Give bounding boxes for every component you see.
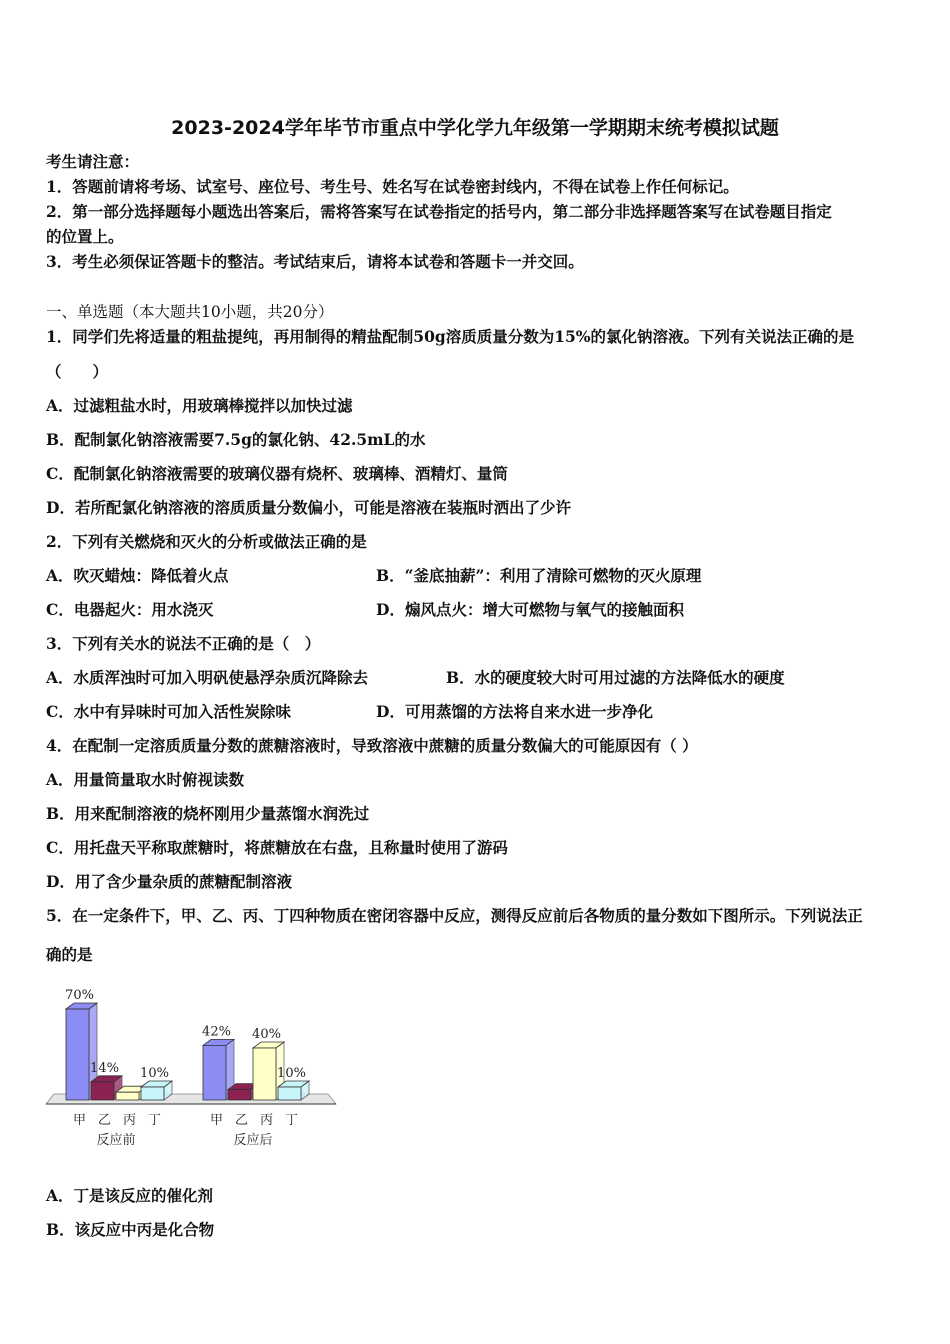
q2-option-b: B．“釜底抽薪”：利用了清除可燃物的灭火原理 xyxy=(376,566,702,585)
bar-label-反应后-甲: 42% xyxy=(202,1024,231,1040)
category-label-反应前-乙: 乙 xyxy=(97,1113,112,1128)
q4-option-a: A．用量筒量取水时俯视读数 xyxy=(46,770,245,789)
bar-反应前-乙 xyxy=(91,1082,114,1100)
q2-option-c: C．电器起火：用水浇灭 xyxy=(46,600,214,619)
group-label-1: 反应后 xyxy=(233,1133,273,1148)
q1-option-c: C．配制氯化钠溶液需要的玻璃仪器有烧杯、玻璃棒、酒精灯、量筒 xyxy=(46,464,508,483)
bar-label-反应前-丁: 10% xyxy=(140,1066,169,1081)
category-label-反应后-丁: 丁 xyxy=(284,1113,299,1128)
category-label-反应前-丙: 丙 xyxy=(122,1113,137,1128)
q4-option-d: D．用了含少量杂质的蔗糖配制溶液 xyxy=(46,872,292,891)
q2-option-a: A．吹灭蜡烛：降低着火点 xyxy=(46,566,229,585)
q3-stem: 3．下列有关水的说法不正确的是（ ） xyxy=(46,634,321,653)
bar-反应前-丁 xyxy=(141,1087,164,1100)
category-label-反应前-丁: 丁 xyxy=(147,1113,162,1128)
notice-item-2-cont: 的位置上。 xyxy=(46,227,124,246)
q1-option-b: B．配制氯化钠溶液需要7.5g的氯化钠、42.5mL的水 xyxy=(46,430,426,449)
bar-反应前-甲 xyxy=(66,1009,89,1100)
bar-label-反应后-丙: 40% xyxy=(252,1027,281,1042)
q3-option-a: A．水质浑浊时可加入明矾使悬浮杂质沉降除去 xyxy=(46,668,369,687)
bar-反应后-丁 xyxy=(278,1087,301,1100)
q4-stem: 4．在配制一定溶质质量分数的蔗糖溶液时，导致溶液中蔗糖的质量分数偏大的可能原因有（ ） xyxy=(46,736,698,755)
q4-option-c: C．用托盘天平称取蔗糖时，将蔗糖放在右盘，且称量时使用了游码 xyxy=(46,838,508,857)
q1-option-d: D．若所配氯化钠溶液的溶质质量分数偏小，可能是溶液在装瓶时洒出了少许 xyxy=(46,498,571,517)
q4-option-b: B．用来配制溶液的烧杯刚用少量蒸馏水润洗过 xyxy=(46,804,370,823)
q1-option-a: A．过滤粗盐水时，用玻璃棒搅拌以加快过滤 xyxy=(46,396,353,415)
category-label-反应后-甲: 甲 xyxy=(209,1113,224,1128)
category-label-反应后-丙: 丙 xyxy=(259,1113,274,1128)
q3-option-c: C．水中有异味时可加入活性炭除味 xyxy=(46,702,291,721)
q1-stem: 1．同学们先将适量的粗盐提纯，再用制得的精盐配制50g溶质质量分数为15%的氯化钠溶液。下列有关说法正确的是 xyxy=(46,327,854,346)
q5-option-b: B．该反应中丙是化合物 xyxy=(46,1220,215,1239)
bar-反应后-丙 xyxy=(253,1048,276,1100)
bar-反应前-丙 xyxy=(116,1092,139,1100)
reaction-bar-chart xyxy=(40,980,340,1150)
bar-反应后-甲 xyxy=(203,1045,226,1100)
category-label-反应前-甲: 甲 xyxy=(72,1113,87,1128)
q5-stem-cont: 确的是 xyxy=(46,945,93,964)
page-title: 2023-2024学年毕节市重点中学化学九年级第一学期期末统考模拟试题 xyxy=(171,117,779,139)
q2-option-d: D．煽风点火：增大可燃物与氧气的接触面积 xyxy=(376,600,684,619)
q1-blank: （ ） xyxy=(46,362,109,381)
notice-header: 考生请注意： xyxy=(46,152,140,171)
bar-label-反应后-丁: 10% xyxy=(277,1066,306,1081)
notice-item-3: 3．考生必须保证答题卡的整洁。考试结束后，请将本试卷和答题卡一并交回。 xyxy=(46,252,584,271)
q2-stem: 2．下列有关燃烧和灭火的分析或做法正确的是 xyxy=(46,532,367,551)
group-label-0: 反应前 xyxy=(96,1133,136,1148)
bar-label-反应前-甲: 70% xyxy=(65,988,94,1003)
q5-stem: 5．在一定条件下，甲、乙、丙、丁四种物质在密闭容器中反应，测得反应前后各物质的量分数如下图所示。下列说法正 xyxy=(46,906,863,925)
notice-item-1: 1．答题前请将考场、试室号、座位号、考生号、姓名写在试卷密封线内，不得在试卷上作任何标记。 xyxy=(46,177,739,196)
bar-反应后-乙 xyxy=(228,1090,251,1100)
q3-option-b: B．水的硬度较大时可用过滤的方法降低水的硬度 xyxy=(446,668,785,687)
notice-item-2: 2．第一部分选择题每小题选出答案后，需将答案写在试卷指定的括号内，第二部分非选择题答案写在试卷题目指定 xyxy=(46,202,832,221)
section-heading: 一、单选题（本大题共10小题，共20分） xyxy=(46,303,334,321)
q3-option-d: D．可用蒸馏的方法将自来水进一步净化 xyxy=(376,702,653,721)
q5-option-a: A．丁是该反应的催化剂 xyxy=(46,1186,214,1205)
bar-label-反应前-乙: 14% xyxy=(90,1060,119,1076)
category-label-反应后-乙: 乙 xyxy=(234,1113,249,1128)
